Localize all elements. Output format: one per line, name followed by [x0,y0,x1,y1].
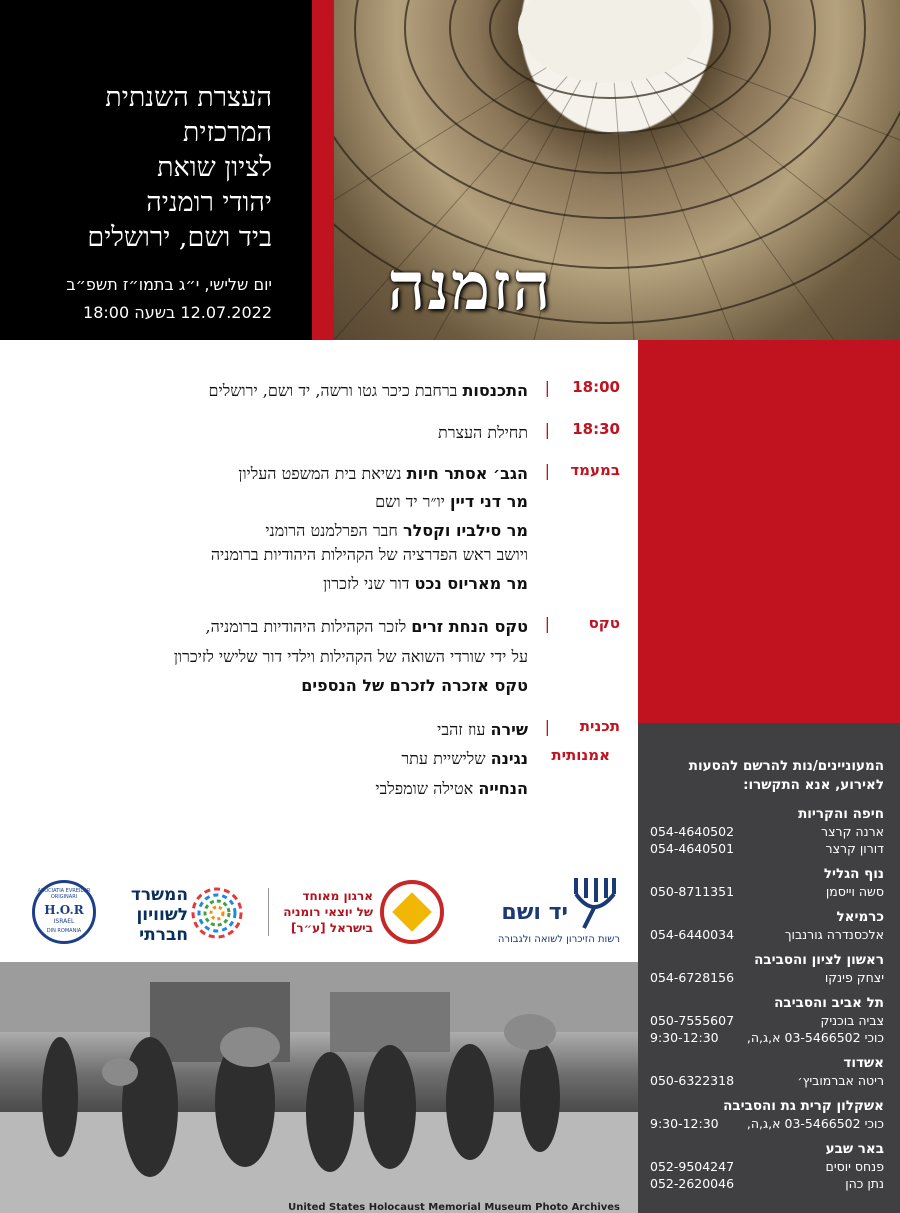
program-text [8,673,528,699]
region-heading: נוף הגליל [823,866,884,882]
program-detail: נשיאת בית המשפט העליון [238,464,407,483]
contact-name: יצחק פינקו [824,970,884,985]
contact-name: כוכי 03-5466502 א,ג,ה, [746,1116,884,1131]
contact-row [650,1115,884,1132]
ministry-name [128,885,188,945]
program-text [8,776,528,802]
program-text: תחילת העצרת [437,423,528,442]
ministry-line: חברתי [139,925,188,945]
title-line-4: יהודי רומניה [146,187,272,218]
program-label: טקס [588,614,620,632]
title-line-5: ביד ושם, ירושלים [87,222,272,253]
hor-logo [32,880,96,944]
contact-name: פנחס יוסים [825,1159,884,1174]
photo-credit: United States Holocaust Memorial Museum Photo Archives [288,1202,620,1213]
program-bold: טקס אזכרה לזכרם של הנספים [301,676,528,695]
program-time: 18:30 [572,420,620,438]
union-logo [380,880,444,944]
region-heading: ראשון לציון והסביבה [754,952,884,968]
program-detail: יו״ר יד ושם [375,492,450,511]
contact-row [650,1158,884,1175]
deportation-photo [0,962,638,1213]
program-bold: מר דני דיין [449,492,528,511]
program-bold: מר מאריוס נכט [414,574,528,593]
transport-sidebar [638,723,900,1213]
region-heading: תל אביב והסביבה [774,995,884,1011]
program-bold: הגב׳ אסתר חיות [406,464,528,483]
program-text [8,746,528,772]
contact-phone: 054-4640502 [650,824,735,839]
program-label: אמנותית [551,746,610,764]
contact-name: אלכסנדרה גורנבוך [784,927,884,942]
hor-initials: H.O.R [44,903,84,917]
ministry-swirl-icon [190,886,244,940]
contact-phone: 050-8711351 [650,884,735,899]
union-line: של יוצאי רומניה [283,905,373,919]
program-detail: אטילה שומפלבי [375,779,479,798]
contact-row [650,1029,884,1046]
contact-phone: 054-6728156 [650,970,735,985]
program-bold: שירה [490,720,528,739]
program-text [8,571,528,597]
contact-phone: 9:30-12:30 [650,1116,719,1131]
union-line: בישראל [ע״ר] [290,921,373,935]
program-text: ויושב ראש הפדרציה של הקהילות היהודיות ברומניה [210,545,528,564]
sidebar-intro: המעוניינים/נות להרשם להסעות לאירוע, אנא התקשרו: [688,758,884,793]
contact-row [650,1175,884,1192]
contact-row [650,840,884,857]
contact-name: דורון קרצר [825,841,884,856]
hor-bottom-text: DIN ROMANIA [46,928,82,934]
contact-phone: 054-6440034 [650,927,735,942]
contact-phone: 050-6322318 [650,1073,735,1088]
deportation-scene [0,962,638,1213]
program-text [8,518,528,544]
program-detail: ברחבת כיכר גטו ורשה, יד ושם, ירושלים [208,381,463,400]
program-bold: התכנסות [462,381,528,400]
title-line-3: לציון שואת [157,152,272,183]
contact-row [650,823,884,840]
program-detail: דור שני לזכרון [323,574,415,593]
region-heading: באר שבע [825,1141,884,1157]
star-icon [392,892,432,932]
hor-ring-text: ASOCIATIA EVREILOR ORIGINARI [37,888,91,900]
contact-row [650,1072,884,1089]
menorah-icon [570,876,618,932]
program-text: על ידי שורדי השואה של הקהילות וילדי דור שלישי לזיכרון [173,647,528,666]
sponsor-logos [0,860,638,962]
ministry-line: המשרד [130,885,188,905]
region-heading: חיפה והקריות [798,806,884,822]
ministry-line: לשוויון [136,905,188,925]
contact-phone: 050-7555607 [650,1013,735,1028]
program-detail: לזכר הקהילות היהודיות ברומניה, [205,617,412,636]
separator-bar: | [544,378,550,397]
contact-name: ריטה אברמוביץ׳ [797,1073,884,1088]
contact-row [650,1012,884,1029]
program-detail: שלישיית עתר [401,749,491,768]
title-line-2: המרכזית [182,117,272,148]
program-text [8,489,528,515]
contact-name: כוכי 03-5466502 א,ג,ה, [746,1030,884,1045]
contact-phone: 054-4640501 [650,841,735,856]
contact-row [650,883,884,900]
event-title [2,80,272,255]
region-heading: אשדוד [843,1055,884,1071]
program-detail: חבר הפרלמנט הרומני [265,521,403,540]
program-text [8,378,528,404]
separator-bar: | [544,461,550,480]
program-label: במעמד [570,461,620,479]
program-text [8,614,528,640]
program-text [8,461,528,487]
contact-row [650,969,884,986]
contact-phone: 052-2620046 [650,1176,735,1191]
event-date-hebrew: יום שלישי, י״ג בתמו״ז תשפ״ב [66,275,272,294]
contact-phone: 052-9504247 [650,1159,735,1174]
union-line: ארגון מאוחד [302,889,373,903]
union-name [268,888,373,936]
separator-bar: | [544,420,550,439]
red-decor-block [638,340,900,723]
invitation-heading: הזמנה [387,247,553,325]
contact-phone: 9:30-12:30 [650,1030,719,1045]
program-time: 18:00 [572,378,620,396]
program-bold: מר סילביו וקסלר [402,521,528,540]
region-heading: כרמיאל [836,909,884,925]
program-bold: הנחייה [478,779,528,798]
title-line-1: העצרת השנתית [105,82,272,113]
yadvashem-name: יד ושם [501,900,568,925]
contact-row [650,926,884,943]
program-bold: נגינה [490,749,528,768]
contact-name: נתן כהן [845,1176,884,1191]
program-text [8,717,528,743]
separator-bar: | [544,614,550,633]
program-schedule [0,340,638,860]
program-detail: עוז זהבי [437,720,491,739]
program-label: תכנית [579,717,620,735]
yadvashem-subtitle: רשות הזיכרון לשואה ולגבורה [497,934,620,945]
event-date-time: 12.07.2022 בשעה 18:00 [83,303,272,322]
contact-name: ארנה קרצר [821,824,884,839]
program-bold: טקס הנחת זרים [411,617,528,636]
region-heading: אשקלון קרית גת והסביבה [723,1098,884,1114]
contact-name: צביה בוכניק [820,1013,884,1028]
separator-bar: | [544,717,550,736]
hor-sub: ISRAEL [53,918,75,925]
contact-name: סשה וייסמן [825,884,884,899]
header-red-stripe [312,0,334,340]
